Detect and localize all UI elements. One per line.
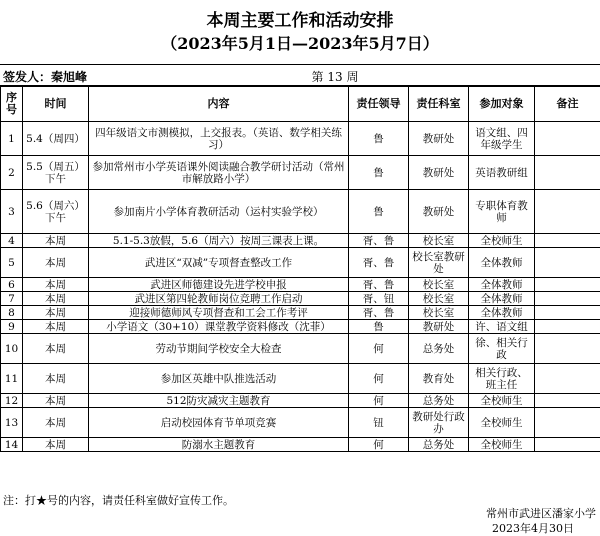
row-office: 校长室教研处	[409, 248, 469, 278]
row-note	[535, 438, 600, 452]
school-name: 常州市武进区潘家小学	[486, 507, 596, 520]
row-seq: 5	[1, 248, 23, 278]
row-time: 本周	[23, 278, 89, 292]
row-time: 本周	[23, 320, 89, 334]
schedule-table	[0, 86, 600, 452]
row-time: 本周	[23, 438, 89, 452]
header-seq: 序号	[1, 87, 23, 122]
row-office: 教研处	[409, 320, 469, 334]
row-office: 教研处	[409, 122, 469, 156]
row-seq: 7	[1, 292, 23, 306]
table-row	[1, 190, 600, 234]
row-content: 启动校园体育节单项竞赛	[89, 408, 349, 438]
row-seq: 9	[1, 320, 23, 334]
row-office: 校长室	[409, 292, 469, 306]
row-office: 教研处	[409, 190, 469, 234]
row-target: 全体教师	[469, 292, 535, 306]
row-content: 劳动节期间学校安全大检查	[89, 334, 349, 364]
table-row	[1, 278, 600, 292]
row-time: 5.6（周六）下午	[23, 190, 89, 234]
row-time: 5.4（周四）	[23, 122, 89, 156]
row-leader: 鲁	[349, 156, 409, 190]
row-time: 本周	[23, 306, 89, 320]
header-note: 备注	[535, 87, 600, 122]
table-row	[1, 292, 600, 306]
table-row	[1, 394, 600, 408]
row-content: 512防灾减灾主题教育	[89, 394, 349, 408]
header-office: 责任科室	[409, 87, 469, 122]
issue-date: 2023年4月30日	[492, 522, 574, 535]
row-seq: 1	[1, 122, 23, 156]
header-content: 内容	[89, 87, 349, 122]
row-note	[535, 408, 600, 438]
row-target: 专职体育教师	[469, 190, 535, 234]
table-row	[1, 334, 600, 364]
row-seq: 8	[1, 306, 23, 320]
row-leader: 胥、钮	[349, 292, 409, 306]
row-leader: 钮	[349, 408, 409, 438]
table-row	[1, 306, 600, 320]
row-seq: 6	[1, 278, 23, 292]
header-leader: 责任领导	[349, 87, 409, 122]
row-office: 总务处	[409, 438, 469, 452]
row-note	[535, 156, 600, 190]
row-target: 全校师生	[469, 408, 535, 438]
row-time: 本周	[23, 334, 89, 364]
date-range-subtitle: （2023年5月1日—2023年5月7日）	[161, 34, 439, 53]
table-row	[1, 156, 600, 190]
row-seq: 2	[1, 156, 23, 190]
row-target: 徐、相关行政	[469, 334, 535, 364]
row-seq: 14	[1, 438, 23, 452]
row-leader: 鲁	[349, 320, 409, 334]
row-office: 校长室	[409, 234, 469, 248]
row-target: 语文组、四年级学生	[469, 122, 535, 156]
table-row	[1, 364, 600, 394]
row-note	[535, 394, 600, 408]
row-seq: 12	[1, 394, 23, 408]
row-note	[535, 248, 600, 278]
table-row	[1, 234, 600, 248]
row-time: 本周	[23, 364, 89, 394]
week-label: 第 13 周	[311, 70, 359, 84]
row-office: 校长室	[409, 306, 469, 320]
row-seq: 3	[1, 190, 23, 234]
row-leader: 胥、鲁	[349, 234, 409, 248]
row-content: 小学语文（30+10）课堂教学资料修改（沈菲）	[89, 320, 349, 334]
row-note	[535, 364, 600, 394]
row-office: 教研处	[409, 156, 469, 190]
signer-label: 签发人：秦旭峰	[3, 70, 88, 84]
row-target: 全校师生	[469, 438, 535, 452]
row-content: 5.1-5.3放假，5.6（周六）按周三课表上课。	[89, 234, 349, 248]
row-leader: 鲁	[349, 122, 409, 156]
row-time: 本周	[23, 234, 89, 248]
page-title: 本周主要工作和活动安排	[206, 11, 394, 31]
row-content: 迎接师德师风专项督查和工会工作考评	[89, 306, 349, 320]
row-content: 武进区师德建设先进学校申报	[89, 278, 349, 292]
row-time: 本周	[23, 248, 89, 278]
row-leader: 何	[349, 364, 409, 394]
row-content: 武进区“双减”专项督查整改工作	[89, 248, 349, 278]
row-note	[535, 334, 600, 364]
row-note	[535, 190, 600, 234]
sign-row	[0, 64, 600, 86]
row-office: 总务处	[409, 334, 469, 364]
row-note	[535, 320, 600, 334]
row-content: 参加区英雄中队推选活动	[89, 364, 349, 394]
row-leader: 胥、鲁	[349, 278, 409, 292]
row-note	[535, 234, 600, 248]
table-header-row	[1, 87, 600, 122]
footer-note: 注：打★号的内容，请责任科室做好宣传工作。	[3, 494, 234, 507]
row-note	[535, 306, 600, 320]
row-leader: 鲁	[349, 190, 409, 234]
row-content: 防溺水主题教育	[89, 438, 349, 452]
row-time: 5.5（周五）下午	[23, 156, 89, 190]
row-note	[535, 278, 600, 292]
row-target: 全体教师	[469, 278, 535, 292]
row-content: 参加常州市小学英语课外阅读融合教学研讨活动（常州市解放路小学）	[89, 156, 349, 190]
row-time: 本周	[23, 394, 89, 408]
row-office: 教育处	[409, 364, 469, 394]
row-leader: 何	[349, 334, 409, 364]
row-seq: 11	[1, 364, 23, 394]
row-office: 总务处	[409, 394, 469, 408]
row-target: 相关行政、班主任	[469, 364, 535, 394]
row-target: 全校师生	[469, 394, 535, 408]
row-target: 全体教师	[469, 248, 535, 278]
row-target: 许、语文组	[469, 320, 535, 334]
row-leader: 胥、鲁	[349, 248, 409, 278]
row-office: 校长室	[409, 278, 469, 292]
row-leader: 何	[349, 438, 409, 452]
row-content: 参加南片小学体育教研活动（运村实验学校）	[89, 190, 349, 234]
header-time: 时间	[23, 87, 89, 122]
row-note	[535, 292, 600, 306]
row-seq: 13	[1, 408, 23, 438]
row-leader: 胥、鲁	[349, 306, 409, 320]
row-target: 全体教师	[469, 306, 535, 320]
row-target: 英语教研组	[469, 156, 535, 190]
row-office: 教研处行政办	[409, 408, 469, 438]
table-row	[1, 248, 600, 278]
row-seq: 10	[1, 334, 23, 364]
row-leader: 何	[349, 394, 409, 408]
table-row	[1, 438, 600, 452]
table-row	[1, 408, 600, 438]
row-content: 四年级语文市测模拟，上交报表。（英语、数学相关练习）	[89, 122, 349, 156]
row-time: 本周	[23, 292, 89, 306]
header-target: 参加对象	[469, 87, 535, 122]
row-content: 武进区第四轮教师岗位竞聘工作启动	[89, 292, 349, 306]
row-seq: 4	[1, 234, 23, 248]
row-note	[535, 122, 600, 156]
table-row	[1, 122, 600, 156]
row-time: 本周	[23, 408, 89, 438]
row-target: 全校师生	[469, 234, 535, 248]
table-row	[1, 320, 600, 334]
